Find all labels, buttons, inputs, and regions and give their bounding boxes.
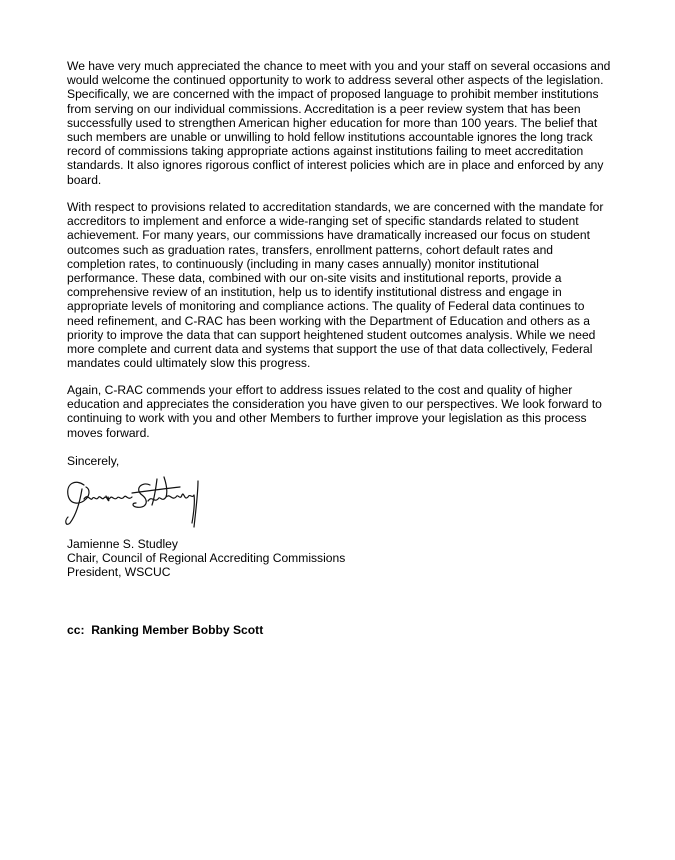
body-paragraph-2: With respect to provisions related to accreditation standards, we are concerned with the mandate for accreditors to implement and enforce a wide-ranging set of specific standards related to student achievement. For many years, our commissions have dramatically increased our focus on student outcomes such as graduation rates, transfers, enrollment patterns, cohort default rates and completion rates, to continuously (including in many cases annually) monitor institutional performance. These data, combined with our on-site visits and institutional reports, provide a comprehensive review of an institution, help us to identify institutional distress and engage in appropriate levels of monitoring and compliance actions. The quality of Federal data continues to need refinement, and C-RAC has been working with the Department of Education and others as a priority to improve the data that can support heightened student outcomes analysis. While we need more complete and current data and systems that support the use of that data collectively, Federal mandates could ultimately slow this progress. — [67, 200, 604, 371]
signature-block — [67, 537, 627, 580]
body-paragraph-3: Again, C-RAC commends your effort to address issues related to the cost and quality of higher education and appreciates the consideration you have given to our perspectives. We look forward to continuing to work with you and other Members to further improve your legislation as this process moves forward. — [67, 383, 602, 440]
closing-salutation: Sincerely, — [67, 454, 120, 468]
body-paragraph-1: We have very much appreciated the chance to meet with you and your staff on several occasions and would welcome the continued opportunity to work to address several other aspects of the legislation. Specifically, we are concerned with the impact of proposed language to prohibit member institutions from serving on our individual commissions. Accreditation is a peer review system that has been successfully used to strengthen American higher education for more than 100 years. The belief that such members are unable or unwilling to hold fellow institutions accountable ignores the long track record of commissions taking appropriate actions against institutions failing to meet accreditation standards. It also ignores rigorous conflict of interest policies which are in place and enforced by any board. — [67, 59, 611, 187]
handwritten-signature — [62, 471, 207, 529]
signer-organization: President, WSCUC — [67, 565, 171, 580]
cc-line: cc: Ranking Member Bobby Scott — [67, 623, 264, 637]
signer-name: Jamienne S. Studley — [67, 537, 178, 551]
signer-title: Chair, Council of Regional Accrediting Commissions — [67, 551, 346, 566]
